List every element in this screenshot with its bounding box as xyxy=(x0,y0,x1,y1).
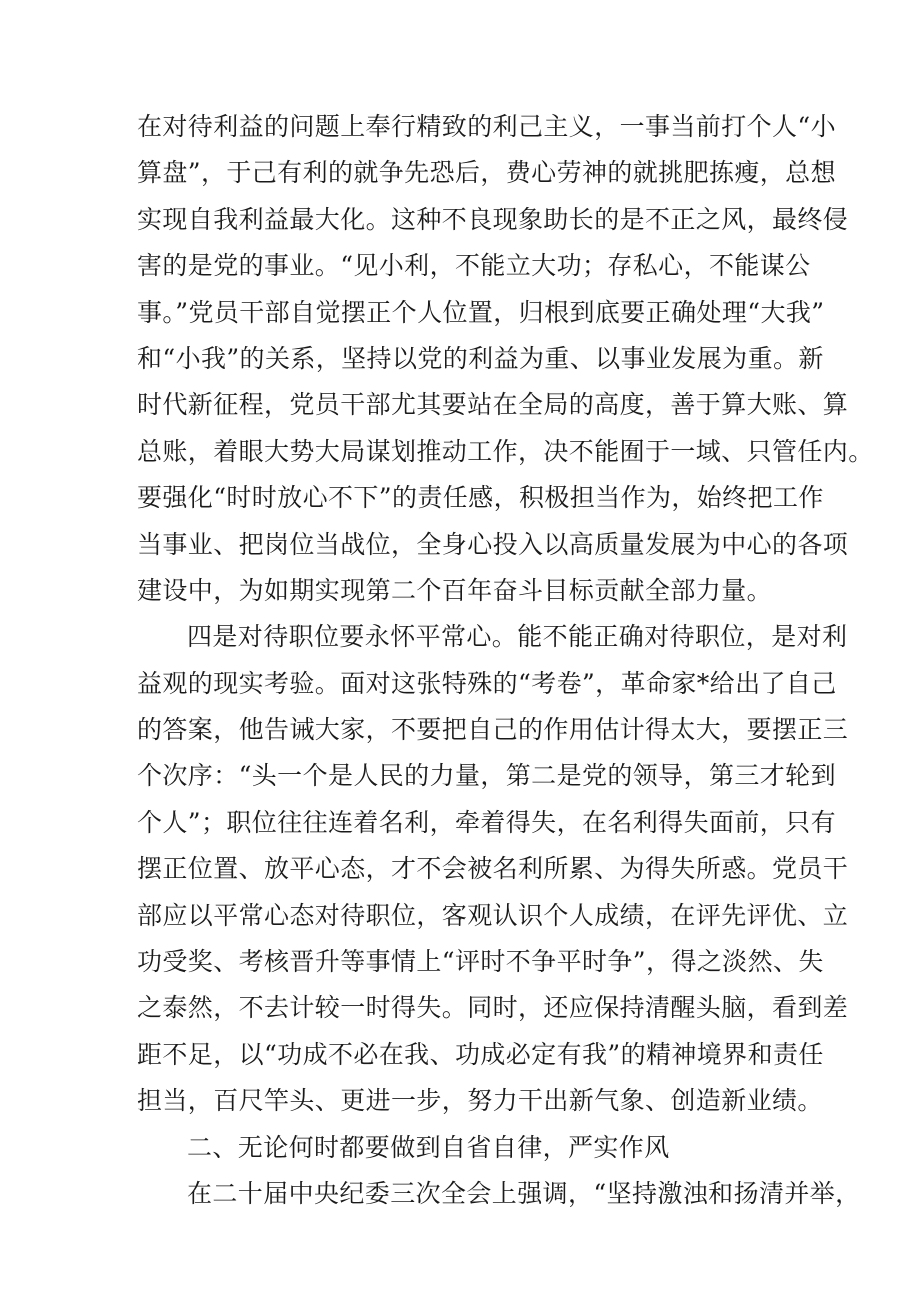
paragraph-1 xyxy=(137,104,874,614)
text-line: 个人”；职位往往连着名利，牵着得失，在名利得失面前，只有 xyxy=(137,807,836,837)
text-line: 和“小我”的关系，坚持以党的利益为重、以事业发展为重。新 xyxy=(137,343,824,373)
text-line: 益观的现实考验。面对这张特殊的“考卷”，革命家*给出了自己 xyxy=(137,668,837,698)
text-line: 在对待利益的问题上奉行精致的利己主义，一事当前打个人“小 xyxy=(137,112,836,141)
text-line: 的答案，他告诫大家，不要把自己的作用估计得太大，要摆正三 xyxy=(137,715,849,745)
text-line: 当事业、把岗位当战位，全身心投入以高质量发展为中心的各项 xyxy=(137,529,849,559)
text-line: 四是对待职位要永怀平常心。能不能正确对待职位，是对利 xyxy=(187,622,848,652)
text-line: 在二十届中央纪委三次全会上强调，“坚持激浊和扬清并举， xyxy=(187,1178,861,1208)
text-line: 摆正位置、放平心态，才不会被名利所累、为得失所惑。党员干 xyxy=(137,854,849,884)
heading-text: 二、无论何时都要做到自省自律，严实作风 xyxy=(187,1132,670,1162)
text-line: 距不足，以“功成不必在我、功成必定有我”的精神境界和责任 xyxy=(137,1039,824,1069)
text-line: 总账，着眼大势大局谋划推动工作，决不能囿于一域、只管任内。 xyxy=(137,436,874,466)
text-line: 个次序：“头一个是人民的力量，第二是党的领导，第三才轮到 xyxy=(137,761,836,791)
text-line: 时代新征程，党员干部尤其要站在全局的高度，善于算大账、算 xyxy=(137,390,849,420)
text-line: 部应以平常心态对待职位，客观认识个人成绩，在评先评优、立 xyxy=(137,900,849,930)
text-line: 事。”党员干部自觉摆正个人位置，归根到底要正确处理“大我” xyxy=(137,297,825,327)
paragraph-2 xyxy=(137,614,849,1124)
text-line: 担当，百尺竿头、更进一步，努力干出新气象、创造新业绩。 xyxy=(137,1086,823,1116)
paragraph-3 xyxy=(137,1171,861,1217)
text-line: 建设中，为如期实现第二个百年奋斗目标贡献全部力量。 xyxy=(137,575,773,605)
section-heading xyxy=(137,1125,797,1171)
text-line: 害的是党的事业。“见小利，不能立大功；存私心，不能谋公 xyxy=(137,251,811,281)
text-line: 算盘”，于己有利的就争先恐后，费心劳神的就挑肥拣瘦，总想 xyxy=(137,158,836,188)
text-line: 要强化“时时放心不下”的责任感，积极担当作为，始终把工作 xyxy=(137,483,824,513)
text-line: 功受奖、考核晋升等事情上“评时不争平时争”，得之淡然、失 xyxy=(137,947,824,977)
text-line: 实现自我利益最大化。这种不良现象助长的是不正之风，最终侵 xyxy=(137,204,849,234)
document-body xyxy=(137,104,874,1217)
text-line: 之泰然，不去计较一时得失。同时，还应保持清醒头脑，看到差 xyxy=(137,993,849,1023)
